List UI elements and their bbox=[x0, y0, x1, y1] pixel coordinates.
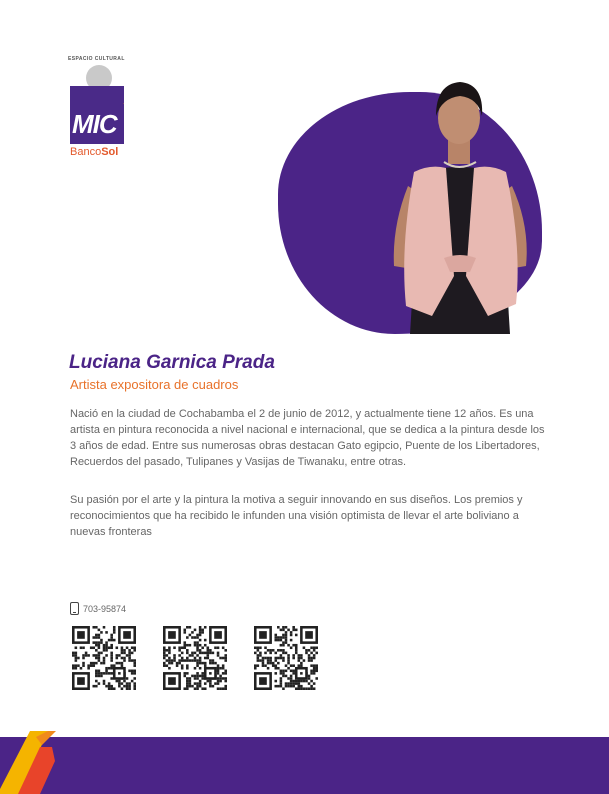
footer-logo-mark bbox=[0, 727, 70, 794]
artist-role: Artista expositora de cuadros bbox=[70, 377, 239, 392]
logo-mic-text: MIC bbox=[72, 109, 117, 139]
phone-number: 703-95874 bbox=[83, 603, 127, 614]
logo-top-text: ESPACIO CULTURAL bbox=[68, 56, 125, 62]
footer-bar bbox=[0, 737, 609, 794]
qr-code-2[interactable] bbox=[163, 626, 227, 690]
qr-code-3[interactable] bbox=[254, 626, 318, 690]
logo-bank-text: BancoSol bbox=[70, 146, 119, 158]
mic-bancosol-logo bbox=[68, 56, 128, 158]
phone-contact bbox=[70, 602, 126, 615]
artist-name: Luciana Garnica Prada bbox=[69, 352, 275, 373]
qr-code-1[interactable] bbox=[72, 626, 136, 690]
phone-icon bbox=[70, 602, 79, 615]
bio-paragraph-2: Su pasión por el arte y la pintura la motiva a seguir innovando en sus diseños. Los premios y reconocimientos que ha recibido le infunden una visión optimista de llevar el arte boliviano a nuevas fronteras bbox=[70, 494, 523, 538]
logo-box bbox=[70, 86, 124, 144]
artist-portrait bbox=[370, 76, 550, 334]
bio-paragraph-1: Nació en la ciudad de Cochabamba el 2 de junio de 2012, y actualmente tiene 12 años. Es una artista en pintura reconocida a nivel nacional e internacional, que se dedica a la pintura desde los 3 años de edad. Entre sus numerosas obras destacan Gato egipcio, Puente de los Libertadores, Recuerdos del pasado, Tulipanes y Vasijas de Tiwanaku, entre otras. bbox=[70, 408, 545, 468]
